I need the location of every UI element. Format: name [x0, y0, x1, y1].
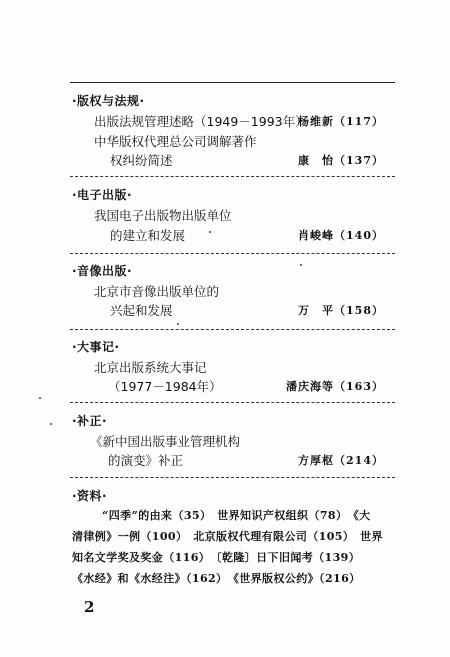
- materials-line: 清律例》一例（100） 北京版权代理有限公司（105） 世界: [72, 530, 383, 543]
- section-title-audio-video: ·音像出版·: [72, 264, 133, 278]
- scan-speck: [39, 397, 41, 399]
- page-number: 2: [84, 598, 95, 616]
- entry-title-line: 北京市音像出版单位的: [94, 284, 220, 299]
- section-title-chronicle: ·大事记·: [72, 340, 120, 354]
- entry-title-line: 出版法规管理述略（1949－1993年）: [94, 114, 308, 129]
- entry-title-line: 的建立和发展: [110, 228, 186, 243]
- scan-speck: [209, 231, 211, 233]
- entry-author: 潘庆海等（163）: [286, 380, 384, 393]
- entry-title-line: 中华版权代理总公司调解著作: [94, 134, 257, 149]
- entry-title-line: 兴起和发展: [110, 303, 173, 318]
- entry-title-line: 《新中国出版事业管理机构: [90, 434, 241, 449]
- materials-line: 知名文学奖及奖金（116） 〔乾隆〕日下旧闻考（139）: [72, 551, 361, 564]
- section-title-materials: ·资料·: [72, 489, 108, 503]
- entry-title-line: 权纠纷简述: [110, 153, 173, 168]
- section-divider: [70, 329, 395, 330]
- scan-speck: [300, 264, 302, 266]
- section-title-correction: ·补正·: [72, 414, 108, 428]
- top-rule: [70, 82, 395, 83]
- materials-line: 《水经》和《水经注》（162） 《世界版权公约》（216）: [72, 572, 361, 585]
- entry-author: 万 平（158）: [298, 304, 384, 317]
- entry-author: 康 怡（137）: [298, 154, 384, 167]
- entry-title-line: 北京出版系统大事记: [94, 360, 207, 375]
- scan-speck: [177, 323, 179, 325]
- entry-title-line: 的演变》补正: [108, 453, 184, 468]
- section-divider: [70, 477, 395, 478]
- entry-title-line: 我国电子出版物出版单位: [94, 208, 232, 223]
- materials-line: “四季”的由来（35） 世界知识产权组织（78） 《大: [102, 509, 371, 522]
- scan-speck: [50, 423, 52, 425]
- entry-author: 方厚枢（214）: [298, 454, 384, 467]
- section-title-copyright: ·版权与法规·: [72, 94, 145, 108]
- section-divider: [70, 176, 395, 177]
- entry-title-line: （1977－1984年）: [108, 379, 222, 394]
- section-divider: [70, 402, 395, 403]
- entry-author: 杨维新（117）: [298, 115, 384, 128]
- section-divider: [70, 253, 395, 254]
- materials-paragraph: [72, 505, 394, 589]
- entry-author: 肖峻峰（140）: [298, 229, 384, 242]
- section-title-electronic: ·电子出版·: [72, 188, 133, 202]
